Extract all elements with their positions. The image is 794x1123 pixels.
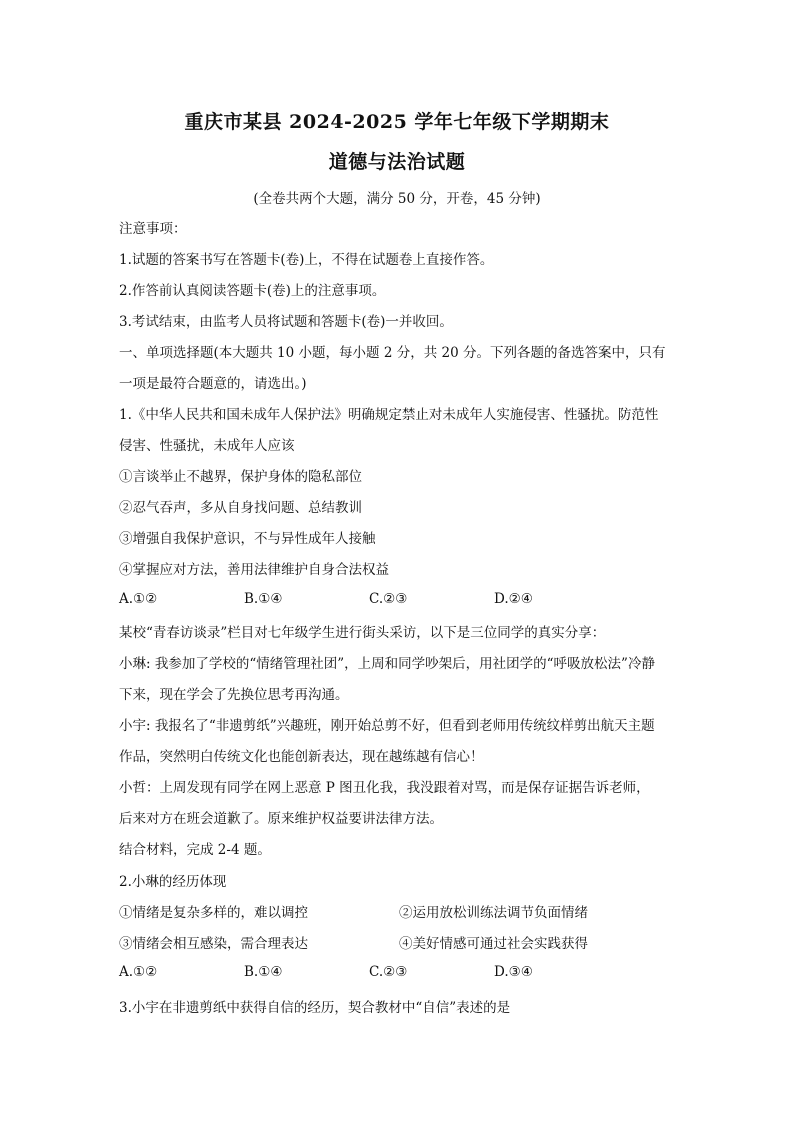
q1-item-4: ④掌握应对方法，善用法律维护自身合法权益 [119,562,389,578]
q2-item-2: ②运用放松训练法调节负面情绪 [399,905,588,921]
q1-stem-line1: 1.《中华人民共和国未成年人保护法》明确规定禁止对未成年人实施侵害、性骚扰。防范性 [119,407,659,423]
q2-option-b[interactable]: B.①④ [244,964,283,980]
q1-option-b[interactable]: B.①④ [244,591,283,607]
material-intro: 某校“青春访谈录”栏目对七年级学生进行街头采访，以下是三位同学的真实分享： [119,625,606,641]
exam-title: 重庆市某县 2024-2025 学年七年级下学期期末 [184,111,610,133]
notes-heading: 注意事项： [119,221,187,237]
note-item-2: 2.作答前认真阅读答题卡(卷)上的注意事项。 [119,283,386,299]
q2-item-4: ④美好情感可通过社会实践获得 [399,936,588,952]
material-yu-line1: 小宇: 我报名了“非遗剪纸”兴趣班，刚开始总剪不好，但看到老师用传统纹样剪出航天主题 [119,718,655,734]
q1-option-c[interactable]: C.②③ [369,591,408,607]
material-zhe-line2: 后来对方在班会道歉了。原来维护权益要讲法律方法。 [119,811,443,827]
material-lin-line2: 下来，现在学会了先换位思考再沟通。 [119,687,349,703]
section1-intro-line2: 一项是最符合题意的，请选出。) [119,376,307,392]
q2-stem: 2.小琳的经历体现 [119,874,227,890]
q1-item-1: ①言谈举止不越界，保护身体的隐私部位 [119,469,362,485]
note-item-3: 3.考试结束，由监考人员将试题和答题卡(卷)一并收回。 [119,314,453,330]
q1-stem-line2: 侵害、性骚扰，未成年人应该 [119,438,295,454]
q1-option-d[interactable]: D.②④ [494,591,533,607]
section1-intro-line1: 一、单项选择题(本大题共 10 小题，每小题 2 分，共 20 分。下列各题的备选答案中，只有 [119,345,666,361]
exam-info: (全卷共两个大题，满分 50 分，开卷，45 分钟) [253,191,541,207]
q2-option-a[interactable]: A.①② [119,964,158,980]
q1-option-a[interactable]: A.①② [119,591,158,607]
note-item-1: 1.试题的答案书写在答题卡(卷)上，不得在试题卷上直接作答。 [119,252,494,268]
material-task: 结合材料，完成 2-4 题。 [119,842,271,858]
material-yu-line2: 作品，突然明白传统文化也能创新表达，现在越练越有信心！ [119,749,484,765]
material-zhe-line1: 小哲：上周发现有同学在网上恶意 P 图丑化我，我没跟着对骂，而是保存证据告诉老师， [119,780,650,796]
q3-stem: 3.小宇在非遗剪纸中获得自信的经历，契合教材中“自信”表述的是 [119,1000,511,1016]
q1-item-3: ③增强自我保护意识，不与异性成年人接触 [119,531,376,547]
q1-item-2: ②忍气吞声，多从自身找问题、总结教训 [119,500,362,516]
material-lin-line1: 小琳: 我参加了学校的“情绪管理社团”，上周和同学吵架后，用社团学的“呼吸放松法”冷静 [119,656,655,672]
subject-title: 道德与法治试题 [328,151,466,173]
q2-option-d[interactable]: D.③④ [494,964,533,980]
q2-item-3: ③情绪会相互感染，需合理表达 [119,936,308,952]
q2-option-c[interactable]: C.②③ [369,964,408,980]
q2-item-1: ①情绪是复杂多样的，难以调控 [119,905,308,921]
